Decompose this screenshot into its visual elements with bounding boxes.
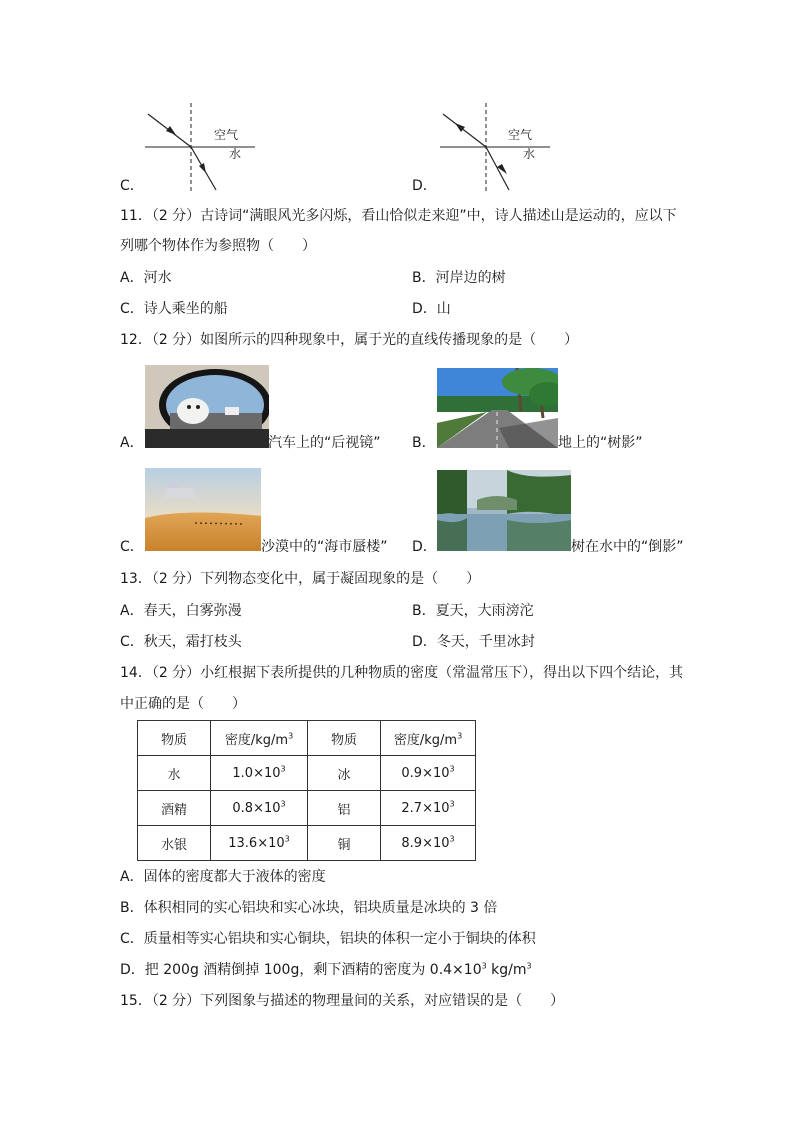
- water-label-c: 水: [229, 147, 242, 161]
- q11-stem-line2: 列哪个物体作为参照物（ ）: [120, 238, 316, 254]
- q11-option-a: A．河水: [120, 270, 172, 286]
- table-cell: 铝: [308, 791, 381, 826]
- q12-option-b-caption: 地上的“树影”: [558, 435, 643, 451]
- q12-option-c-letter: C．: [120, 539, 144, 555]
- q13-option-a: A．春天，白雾弥漫: [120, 603, 242, 619]
- table-cell: 冰: [308, 756, 381, 791]
- q13-option-d: D．冬天，千里冰封: [412, 634, 535, 650]
- refraction-diagram-d: [435, 100, 555, 195]
- q12-option-c-caption: 沙漠中的“海市蜃楼”: [261, 539, 388, 555]
- table-cell: 酒精: [138, 791, 211, 826]
- q14-option-d: D．把 200g 酒精倒掉 100g，剩下酒精的密度为 $0.4\times 10^3$ $kg/m^3$: [120, 961, 532, 978]
- q12-option-a-caption: 汽车上的“后视镜”: [268, 435, 381, 451]
- q15-stem: 15．（2 分）下列图象与描述的物理量间的关系，对应错误的是（ ）: [120, 993, 565, 1009]
- table-cell: 水银: [138, 826, 211, 861]
- q14-option-c: C．质量相等实心铝块和实心铜块，铝块的体积一定小于铜块的体积: [120, 931, 536, 947]
- header-substance-2: 物质: [308, 721, 381, 756]
- rearview-mirror-photo: [145, 365, 269, 448]
- q12-option-d-caption: 树在水中的“倒影”: [571, 539, 684, 555]
- water-label-d: 水: [523, 147, 536, 161]
- table-header-row: [138, 721, 476, 756]
- q11-option-c: C．诗人乘坐的船: [120, 301, 228, 317]
- tree-shadow-road-photo: [437, 368, 558, 448]
- header-substance-1: 物质: [138, 721, 211, 756]
- air-label-d: 空气: [508, 128, 533, 142]
- table-row: [138, 791, 476, 826]
- density-table: [137, 720, 476, 861]
- q13-option-c: C．秋天，霜打枝头: [120, 634, 242, 650]
- lake-reflection-photo: [437, 470, 571, 551]
- q12-option-d-letter: D．: [412, 539, 437, 555]
- table-row: [138, 756, 476, 791]
- q13-option-b: B．夏天，大雨滂沱: [412, 603, 534, 619]
- table-cell: $0.8\times 10^3$: [211, 791, 308, 826]
- refraction-diagram-c: [140, 100, 260, 195]
- header-density-2: 密度$/kg/m^3$: [381, 721, 476, 756]
- q12-option-b-letter: B．: [412, 435, 436, 451]
- table-row: [138, 826, 476, 861]
- desert-mirage-photo: [145, 468, 261, 551]
- table-cell: $2.7\times 10^3$: [381, 791, 476, 826]
- table-cell: 水: [138, 756, 211, 791]
- q11-option-d: D．山: [412, 301, 451, 317]
- option-d-letter: D．: [412, 178, 437, 194]
- table-cell: $8.9\times 10^3$: [381, 826, 476, 861]
- table-cell: 铜: [308, 826, 381, 861]
- q12-stem: 12．（2 分）如图所示的四种现象中，属于光的直线传播现象的是（ ）: [120, 332, 579, 348]
- table-cell: $0.9\times 10^3$: [381, 756, 476, 791]
- air-label-c: 空气: [214, 128, 239, 142]
- q14-stem-line2: 中正确的是（ ）: [120, 696, 246, 712]
- q14-stem-line1: 14．（2 分）小红根据下表所提供的几种物质的密度（常温常压下），得出以下四个结论，其: [120, 665, 684, 681]
- header-density-1: 密度$/kg/m^3$: [211, 721, 308, 756]
- q11-option-b: B．河岸边的树: [412, 270, 506, 286]
- q12-option-a-letter: A．: [120, 435, 144, 451]
- q11-stem-line1: 11．（2 分）古诗词“满眼风光多闪烁，看山恰似走来迎”中，诗人描述山是运动的，应以下: [120, 208, 677, 224]
- q14-option-a: A．固体的密度都大于液体的密度: [120, 869, 326, 885]
- table-cell: $13.6\times 10^3$: [211, 826, 308, 861]
- option-c-letter: C．: [120, 178, 144, 194]
- q14-option-b: B．体积相同的实心铝块和实心冰块，铝块质量是冰块的 3 倍: [120, 900, 498, 916]
- table-cell: $1.0\times 10^3$: [211, 756, 308, 791]
- q13-stem: 13．（2 分）下列物态变化中，属于凝固现象的是（ ）: [120, 571, 481, 587]
